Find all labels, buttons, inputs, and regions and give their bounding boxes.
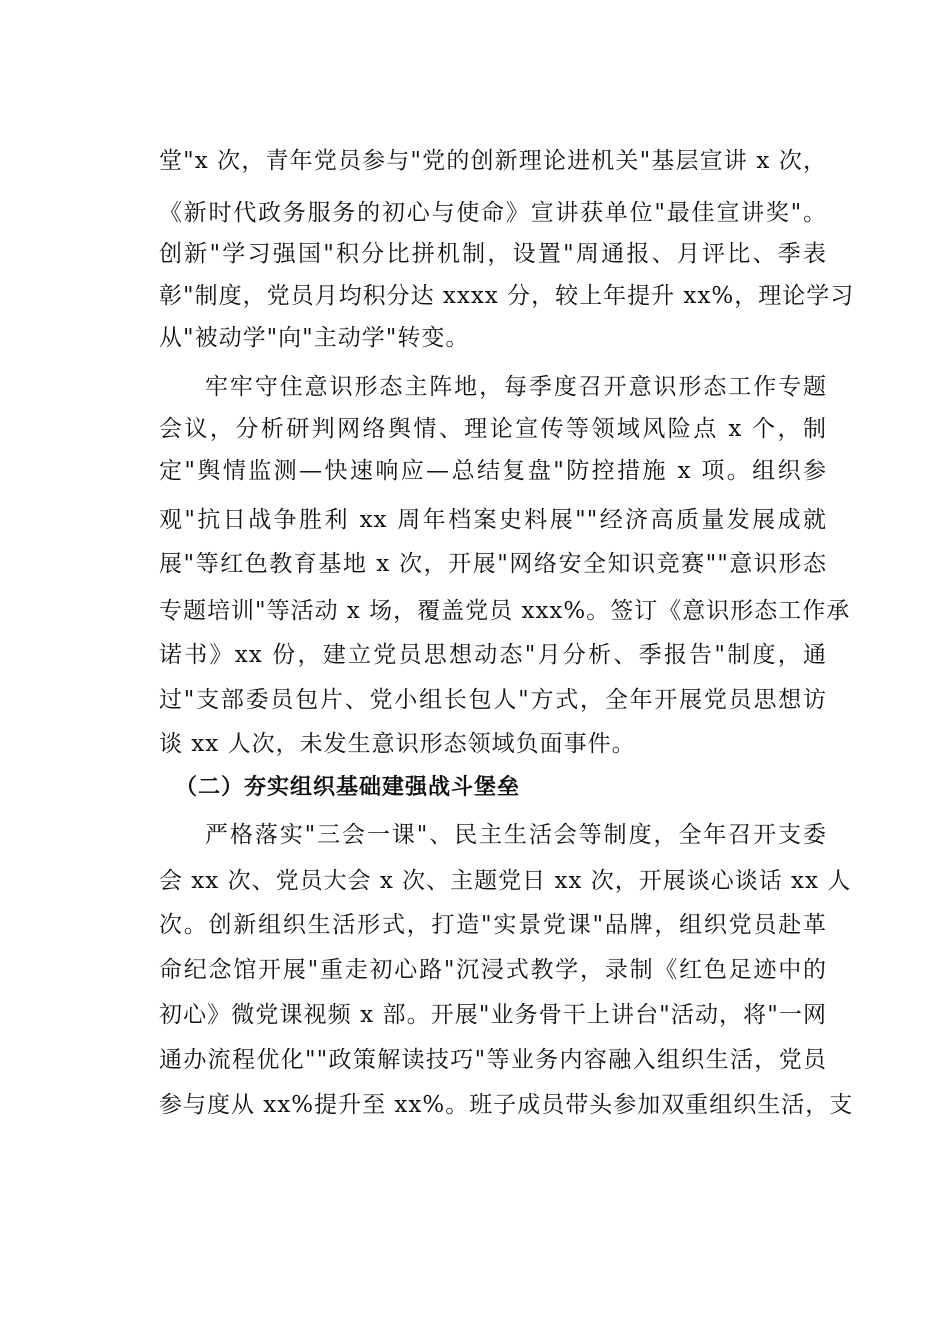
paragraph1-line-3: 创新"学习强国"积分比拼机制，设置"周通报、月评比、季表 [159,241,827,267]
paragraph2-line-3: 定"舆情监测—快速响应—总结复盘"防控措施 x 项。组织参 [159,458,827,484]
paragraph2-line-4: 观"抗日战争胜利 xx 周年档案史料展""经济高质量发展成就 [159,507,827,533]
paragraph2-line-2: 会议，分析研判网络舆情、理论宣传等领域风险点 x 个，制 [159,416,827,442]
paragraph2-line-5: 展"等红色教育基地 x 次，开展"网络安全知识竞赛""意识形态 [159,551,827,577]
paragraph1-line-5: 从"被动学"向"主动学"转变。 [159,325,470,351]
paragraph2-line-1: 牢牢守住意识形态主阵地，每季度召开意识形态工作专题 [205,374,827,400]
paragraph3-line-3: 次。创新组织生活形式，打造"实景党课"品牌，组织党员赴革 [159,912,827,938]
paragraph2-line-9: 谈 xx 人次，未发生意识形态领域负面事件。 [159,731,636,757]
paragraph1-line-2: 《新时代政务服务的初心与使命》宣讲获单位"最佳宣讲奖"。 [159,200,827,226]
paragraph3-line-1: 严格落实"三会一课"、民主生活会等制度，全年召开支委 [205,822,827,848]
paragraph3-line-4: 命纪念馆开展"重走初心路"沉浸式教学，录制《红色足迹中的 [159,957,827,983]
section-heading: （二）夯实组织基础建强战斗堡垒 [175,775,521,800]
paragraph1-line-1: 堂"x 次，青年党员参与"党的创新理论进机关"基层宣讲 x 次， [159,148,827,174]
paragraph3-line-2: 会 xx 次、党员大会 x 次、主题党日 xx 次，开展谈心谈话 xx 人 [159,868,852,894]
paragraph2-line-8: 过"支部委员包片、党小组长包人"方式，全年开展党员思想访 [159,687,827,713]
paragraph3-line-7: 参与度从 xx%提升至 xx%。班子成员带头参加双重组织生活，支 [159,1092,854,1118]
paragraph2-line-6: 专题培训"等活动 x 场，覆盖党员 xxx%。签订《意识形态工作承 [159,598,851,624]
paragraph2-line-7: 诺书》xx 份，建立党员思想动态"月分析、季报告"制度，通 [159,642,827,668]
paragraph1-line-4: 彰"制度，党员月均积分达 xxxx 分，较上年提升 xx%，理论学习 [159,283,855,309]
paragraph3-line-5: 初心》微党课视频 x 部。开展"业务骨干上讲台"活动，将"一网 [159,1002,827,1028]
paragraph3-line-6: 通办流程优化""政策解读技巧"等业务内容融入组织生活，党员 [159,1047,827,1073]
